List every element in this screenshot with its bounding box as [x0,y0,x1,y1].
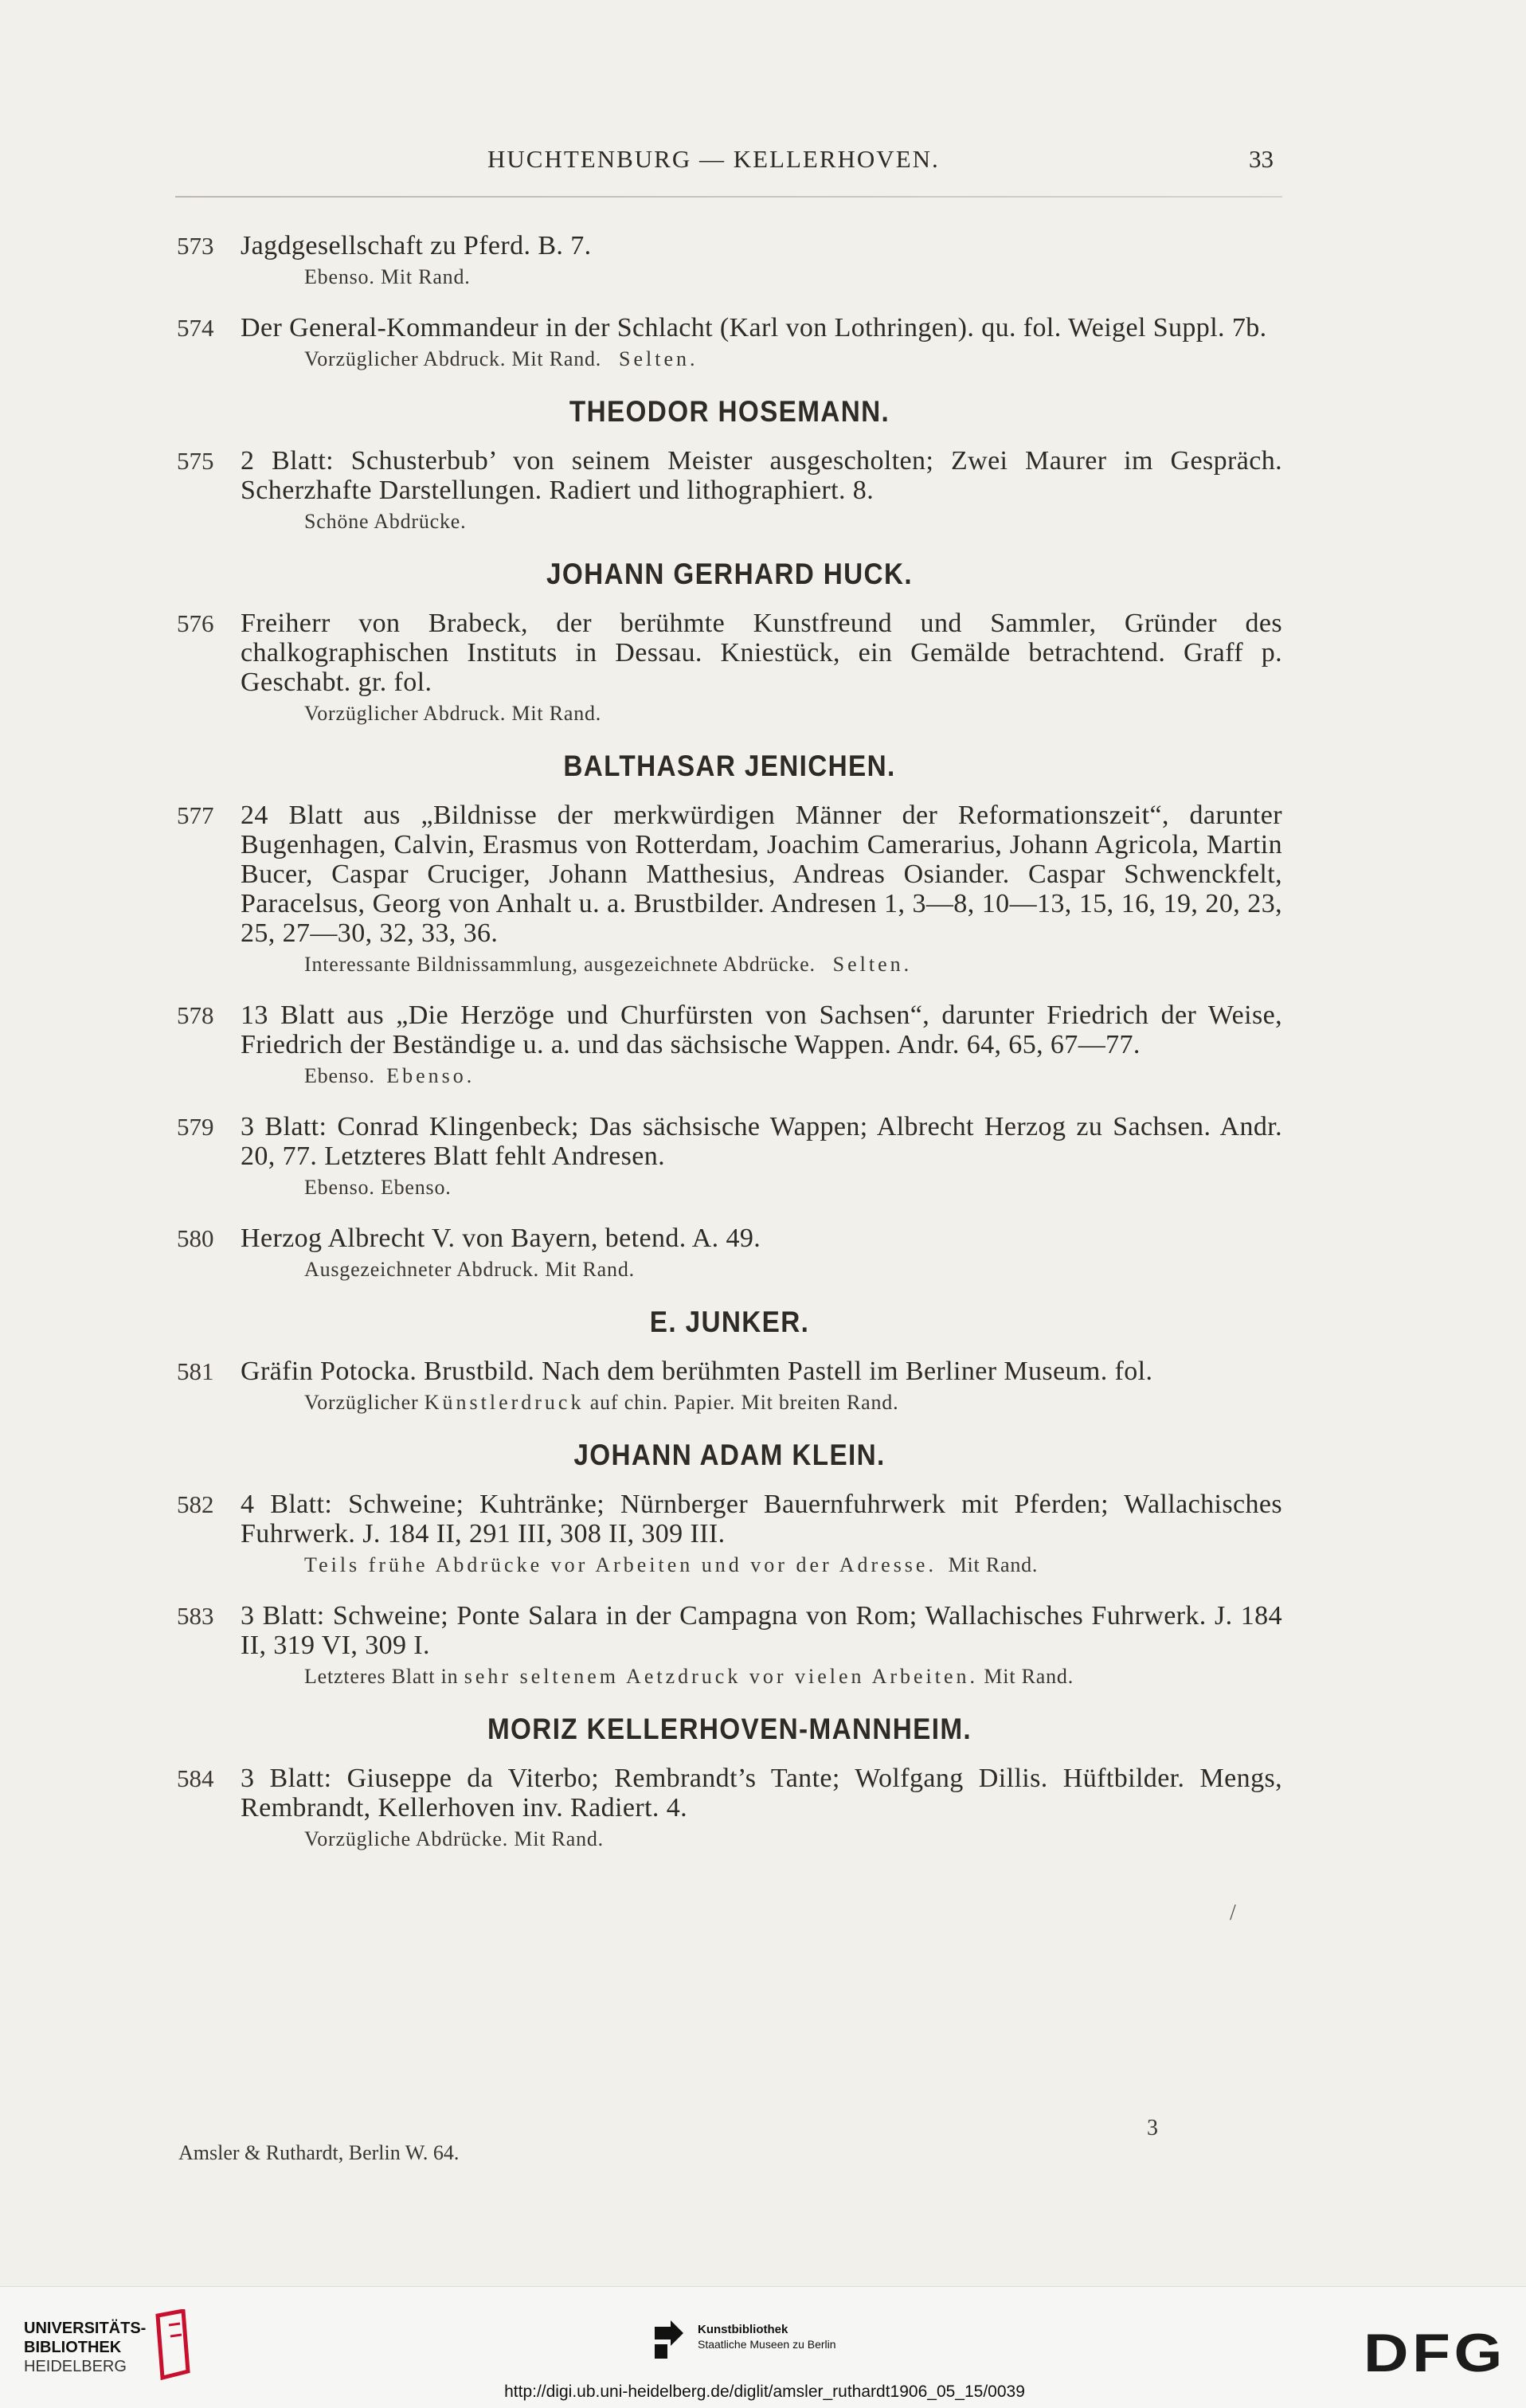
catalog-entry [177,1112,1282,1201]
entry-note [241,1663,1282,1690]
catalog-entry [177,313,1282,373]
entry-text: Der General-Kommandeur in der Schlacht (Karl von Lothringen). qu. fol. Weigel Suppl. 7b. [241,313,1267,343]
entry-text: 3 Blatt: Conrad Klingenbeck; Das sächsische Wappen; Albrecht Herzog zu Sachsen. Andr. 20, 77. Letzteres Blatt fehlt Andresen. [241,1112,1282,1171]
running-title: HUCHTENBURG — KELLERHOVEN. [487,145,940,173]
entry-note: Schöne Abdrücke. [304,510,467,533]
entry-note-part: Mit Rand. [948,1553,1039,1576]
entry-note-part: Letzteres Blatt in [304,1665,459,1688]
artist-heading: E. JUNKER. [649,1306,810,1338]
entry-number: 580 [177,1224,214,1252]
entry-note-part: Mit Rand. [984,1665,1074,1688]
catalog-entry [177,1490,1282,1579]
entry-text: Freiherr von Brabeck, der berühmte Kunstfreund und Sammler, Gründer des chalkographischen Instituts in Dessau. Kniestück, ein Gemälde betrachtend. Graff p. Geschabt. gr. fol. [241,609,1282,697]
catalog-entry [177,1764,1282,1853]
entry-number: 576 [177,609,214,637]
entry-note: Vorzügliche Abdrücke. Mit Rand. [304,1827,604,1850]
entry-note-spaced: Künstlerdruck [424,1391,585,1414]
entry-text: Herzog Albrecht V. von Bayern, betend. A. 49. [241,1224,761,1253]
viewer-footer [0,2286,1526,2408]
entry-note-part: auf chin. Papier. Mit breiten Rand. [589,1391,899,1414]
entry-number: 583 [177,1602,214,1630]
artist-heading: JOHANN ADAM KLEIN. [573,1439,886,1471]
kunstbibliothek-mark-icon [651,2319,687,2360]
entry-note-spaced: Selten. [832,953,913,976]
entry-text: 3 Blatt: Giuseppe da Viterbo; Rembrandt’s Tante; Wolfgang Dillis. Hüftbilder. Mengs, Rembrandt, Kellerhoven inv. Radiert. 4. [241,1764,1282,1823]
entry-number: 581 [177,1357,214,1385]
entry-number: 577 [177,801,214,829]
permalink-url[interactable]: http://digi.ub.uni-heidelberg.de/diglit/amsler_ruthardt1906_05_15/0039 [504,2383,1025,2401]
catalog-entry [177,1224,1282,1283]
entry-text: Jagdgesellschaft zu Pferd. B. 7. [241,231,592,260]
catalog-entry [177,1000,1282,1090]
entry-note: Ebenso. Mit Rand. [304,265,471,288]
entry-text: Gräfin Potocka. Brustbild. Nach dem berühmten Pastell im Berliner Museum. fol. [241,1357,1153,1386]
entry-note-spaced: Ebenso. [386,1064,475,1087]
stray-mark: / [1230,1901,1236,1925]
artist-heading: THEODOR HOSEMANN. [569,395,890,428]
artist-heading: JOHANN GERHARD HUCK. [546,558,913,590]
header-rule [175,196,1282,198]
ub-name-line: UNIVERSITÄTS- [24,2320,147,2337]
kb-subtitle: Staatliche Museen zu Berlin [698,2338,836,2351]
catalog-entry [177,231,1282,291]
entry-text: 24 Blatt aus „Bildnisse der merkwürdigen Männer der Reformationszeit“, darunter Bugenhagen, Calvin, Erasmus von Rotterdam, Joachim Camerarius, Johann Agricola, Martin Bucer, Caspar Cruciger, Johann Matthesius, Andreas Osiander. Caspar Schwenckfelt, Paracelsus, Georg von Anhalt u. a. Brustbilder. Andresen 1, 3—8, 10—13, 15, 16, 19, 20, 23, 25, 27—30, 32, 33, 36. [241,801,1282,948]
entry-note-spaced: sehr seltenem Aetzdruck vor vielen Arbeiten. [464,1665,979,1688]
ub-heidelberg-logo[interactable] [24,2309,223,2381]
catalog-entry [177,1357,1282,1416]
entry-note: Ebenso. Ebenso. [304,1176,452,1199]
catalog-entry [177,1601,1282,1690]
dfg-logo[interactable]: DFG [1364,2323,1506,2383]
entry-note-spaced: Teils frühe Abdrücke vor Arbeiten und vor der Adresse. [304,1553,937,1576]
kb-title: Kunstbibliothek [698,2323,788,2336]
catalog-entry [177,801,1282,978]
entry-note [241,346,1282,373]
entry-note-spaced: Selten. [619,347,698,370]
ub-name-line: HEIDELBERG [24,2358,127,2375]
entry-note-part: Vorzüglicher [304,1391,419,1414]
ub-name-line: BIBLIOTHEK [24,2339,122,2356]
entry-note-part: Ebenso. [304,1064,375,1087]
entry-number: 574 [177,314,214,342]
entry-number: 579 [177,1113,214,1141]
entry-note [241,1063,1282,1090]
artist-heading: MORIZ KELLERHOVEN-MANNHEIM. [487,1713,972,1745]
entry-note [241,1552,1282,1579]
artist-heading: BALTHASAR JENICHEN. [563,750,896,782]
entry-text: 3 Blatt: Schweine; Ponte Salara in der Campagna von Rom; Wallachisches Fuhrwerk. J. 184 II, 319 VI, 309 I. [241,1601,1282,1660]
entry-number: 575 [177,447,214,475]
page-number: 33 [1249,145,1274,173]
entry-note [241,951,1282,978]
publisher-imprint: Amsler & Ruthardt, Berlin W. 64. [178,2141,460,2164]
entry-note-part: Vorzüglicher Abdruck. Mit Rand. [304,347,602,370]
entry-note-part: Interessante Bildnissammlung, ausgezeichnete Abdrücke. [304,953,816,976]
entry-number: 582 [177,1490,214,1518]
entry-text: 4 Blatt: Schweine; Kuhtränke; Nürnberger Bauernfuhrwerk mit Pferden; Wallachisches Fuhrwerk. J. 184 II, 291 III, 308 II, 309 III. [241,1490,1282,1549]
signature-mark: 3 [1147,2116,1158,2140]
catalog-entry [177,609,1282,727]
entry-note [241,1389,1282,1416]
catalog-entry [177,446,1282,535]
entry-note: Vorzüglicher Abdruck. Mit Rand. [304,702,602,725]
catalog-content [177,231,1282,1875]
entry-text: 2 Blatt: Schusterbub’ von seinem Meister ausgescholten; Zwei Maurer im Gespräch. Scherzhafte Darstellungen. Radiert und lithographiert. 8. [241,446,1282,505]
entry-text: 13 Blatt aus „Die Herzöge und Churfürsten von Sachsen“, darunter Friedrich der Weise, Friedrich der Beständige u. a. und das sächsische Wappen. Andr. 64, 65, 67—77. [241,1000,1282,1059]
entry-number: 584 [177,1764,214,1792]
entry-number: 573 [177,232,214,260]
entry-note: Ausgezeichneter Abdruck. Mit Rand. [304,1258,635,1281]
entry-number: 578 [177,1001,214,1029]
